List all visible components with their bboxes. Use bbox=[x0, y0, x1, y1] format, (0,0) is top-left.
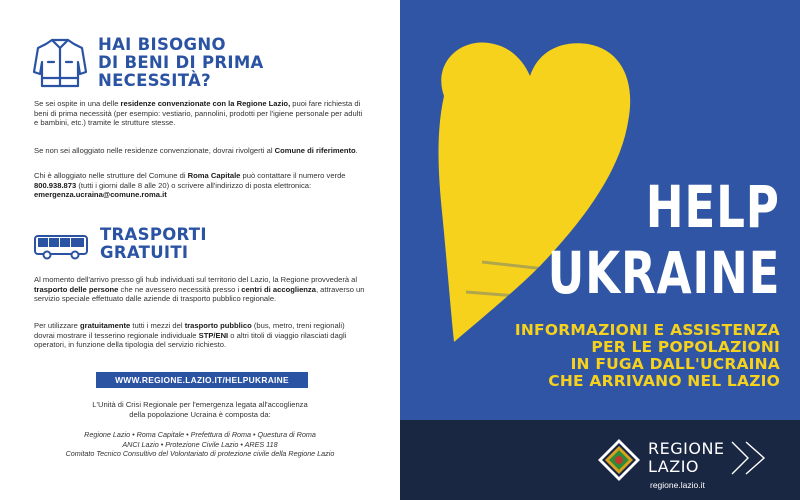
email-address: emergenza.ucraina@comune.roma.it bbox=[34, 190, 167, 200]
bold-text: residenze convenzionate con la Regione Lazio, bbox=[120, 99, 291, 108]
paragraph-comune bbox=[34, 146, 366, 156]
text-line: L'Unità di Crisi Regionale per l'emergenza legata all'accoglienza bbox=[92, 400, 308, 409]
text: Al momento dell'arrivo presso gli hub individuati sul territorio del Lazio, la Regione provvederà al bbox=[34, 275, 358, 284]
partners-line: Regione Lazio • Roma Capitale • Prefettura di Roma • Questura di Roma bbox=[84, 430, 316, 439]
text: . bbox=[355, 146, 358, 155]
text: Se sei ospite in una delle bbox=[34, 99, 121, 108]
text: Per utilizzare bbox=[34, 321, 81, 330]
jacket-icon bbox=[30, 32, 90, 92]
text: Chi è alloggiato nelle strutture del Comune di bbox=[34, 171, 188, 180]
section-title-trasporti bbox=[100, 226, 207, 262]
bold-text: Roma Capitale bbox=[187, 171, 241, 180]
partners-line: Comitato Tecnico Consultivo del Volontariato di protezione civile della Regione Lazio bbox=[65, 449, 335, 459]
title-line: TRASPORTI bbox=[100, 225, 207, 244]
bold-text: centri di accoglienza bbox=[241, 284, 316, 294]
phone-number: 800.938.873 bbox=[34, 180, 77, 190]
headline-help: HELP bbox=[646, 173, 780, 241]
text: Se non sei alloggiato nelle residenze convenzionate, dovrai rivolgerti al bbox=[34, 146, 275, 155]
bus-icon bbox=[33, 233, 89, 261]
partners-list bbox=[34, 430, 366, 459]
info-line: IN FUGA DALL'UCRAINA bbox=[570, 355, 780, 373]
info-subtitle bbox=[515, 322, 780, 390]
title-line: NECESSITÀ? bbox=[98, 71, 211, 90]
chevron-mark-icon bbox=[730, 440, 766, 476]
section-title-beni bbox=[98, 36, 264, 90]
bold-text: trasporto pubblico bbox=[184, 321, 252, 330]
partners-line: ANCI Lazio • Protezione Civile Lazio • ARES 118 bbox=[122, 439, 278, 449]
text: tutti i mezzi del bbox=[130, 321, 185, 330]
text: può contattare il numero verde bbox=[240, 171, 346, 180]
regione-lazio-emblem-icon bbox=[596, 437, 642, 483]
help-ukraine-url-link[interactable]: WWW.REGIONE.LAZIO.IT/HELPUKRAINE bbox=[96, 372, 308, 388]
bold-text: trasporto delle persone bbox=[34, 284, 119, 294]
paragraph-residenze bbox=[34, 99, 366, 128]
regione-lazio-url-link[interactable]: regione.lazio.it bbox=[650, 480, 705, 490]
text: che ne avessero necessità presso i bbox=[118, 284, 242, 294]
headline-ukraine: UKRAINE bbox=[547, 239, 780, 307]
bold-text: STP/ENI bbox=[198, 330, 229, 340]
title-line: GRATUITI bbox=[100, 243, 189, 262]
info-line: CHE ARRIVANO NEL LAZIO bbox=[548, 372, 780, 390]
name-line: REGIONE bbox=[648, 439, 725, 458]
regione-lazio-name bbox=[648, 440, 725, 476]
info-line: INFORMAZIONI E ASSISTENZA bbox=[514, 321, 780, 339]
title-line: HAI BISOGNO bbox=[98, 35, 226, 54]
name-line: LAZIO bbox=[648, 457, 699, 476]
bold-text: Comune di riferimento bbox=[274, 146, 356, 155]
paragraph-roma-capitale bbox=[34, 171, 366, 200]
text: (tutti i giorni dalle 8 alle 20) o scrivere all'indirizzo di posta elettronica: bbox=[76, 180, 312, 190]
text: , attraverso un servizio speciale effettuato dalle aziende di trasporto pubblico regionale. bbox=[34, 284, 365, 304]
bold-text: gratuitamente bbox=[80, 321, 131, 330]
crisis-unit-text bbox=[34, 400, 366, 419]
text: puoi fare richiesta di beni di prima necessità (per esempio: vestiario, pannolini, prodotti per l'igiene personale per adulti e bambini, etc.) tramite le strutture stesse. bbox=[34, 99, 363, 128]
right-panel bbox=[400, 0, 800, 420]
text-line: della popolazione Ucraina è composta da: bbox=[129, 409, 271, 419]
text: (bus, metro, treni regionali) dovrai mostrare il tesserino regionale individuale bbox=[34, 321, 345, 340]
paragraph-hub bbox=[34, 275, 366, 304]
info-line: PER LE POPOLAZIONI bbox=[591, 338, 780, 356]
title-line: DI BENI DI PRIMA bbox=[98, 53, 264, 72]
paragraph-gratuito bbox=[34, 321, 366, 350]
text: o altri titoli di viaggio rilasciati dagli operatori, in funzione della tipologia del servizio richiesto. bbox=[34, 330, 347, 350]
